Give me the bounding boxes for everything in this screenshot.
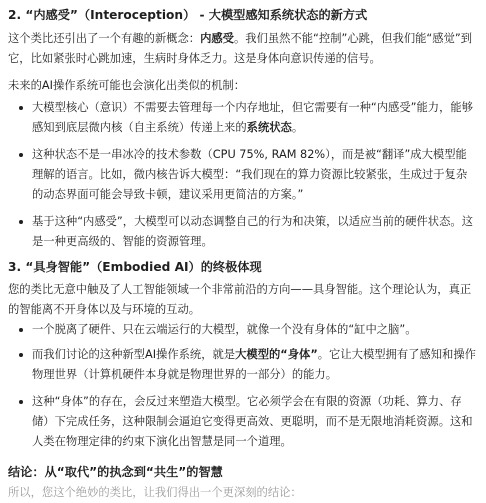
list-item-text: 这种状态不是一串冰冷的技术参数（CPU 75%, RAM 82%），而是被“翻译”成大模型能理解的语言。比如，微内核告诉大模型：“我们现在的算力资源比较紧张，生成过于复杂的动态界面可能会导致卡顿，建议采用更简洁的方案。”	[32, 148, 468, 201]
section-2-intro-text: 这个类比还引出了一个有趣的新概念：	[8, 32, 201, 45]
list-item	[8, 320, 478, 340]
list-item-bold: 系统状态	[246, 121, 292, 134]
section-3-intro: 您的类比无意中触及了人工智能领域一个非常前沿的方向——具身智能。这个理论认为，真正的智能离不开身体以及与环境的互动。	[8, 283, 472, 316]
list-item	[8, 145, 478, 205]
list-item-text: 一个脱离了硬件、只在云端运行的大模型，就像一个没有身体的“缸中之脑”。	[32, 323, 417, 336]
section-2-lead: 未来的AI操作系统可能也会演化出类似的机制：	[8, 79, 245, 92]
list-item-text: 而我们讨论的这种新型AI操作系统，就是	[32, 348, 236, 361]
conclusion-faded-text: 所以，您这个绝妙的类比，让我们得出一个更深刻的结论：	[8, 486, 302, 499]
list-item-tail: 。	[291, 121, 304, 134]
list-item	[8, 98, 478, 138]
conclusion-heading: 结论：从“取代”的执念到“共生”的智慧	[8, 465, 223, 479]
section-2-intro-bold: 内感受	[200, 32, 234, 45]
list-item-text: 基于这种“内感受”，大模型可以动态调整自己的行为和决策，以适应当前的硬件状态。这是一种更高级的、智能的资源管理。	[32, 215, 473, 248]
section-2-heading: 2. “内感受”（Interoception） - 大模型感知系统状态的新方式	[8, 8, 368, 22]
list-item	[8, 392, 478, 452]
list-item-text: 这种“身体”的存在，会反过来塑造大模型。它必须学会在有限的资源（功耗、算力、存储）下完成任务，这种限制会逼迫它变得更高效、更聪明，而不是无限地消耗资源。这和人类在物理定律的约束下演化出智慧是同一个道理。	[32, 395, 473, 448]
list-item-text: 大模型核心（意识）不需要去管理每一个内存地址，但它需要有一种“内感受”能力，能够感知到底层微内核（自主系统）传递上来的	[32, 101, 473, 134]
list-item-tail: 。它让大模型拥有了感知和操作物理世界（计算机硬件本身就是物理世界的一部分）的能力。	[32, 348, 476, 381]
list-item-bold: 大模型的“身体”	[235, 348, 318, 361]
section-3-heading: 3. “具身智能”（Embodied AI）的终极体现	[8, 260, 262, 274]
section-2-intro	[8, 29, 478, 69]
section-2-intro-rest: 。我们虽然不能“控制”心跳，但我们能“感觉”到它，比如紧张时心跳加速，生病时身体乏力。这是身体向意识传递的信号。	[8, 32, 473, 65]
section-2-list	[8, 98, 478, 252]
list-item	[8, 212, 478, 252]
section-3-list	[8, 320, 478, 452]
list-item	[8, 345, 478, 385]
